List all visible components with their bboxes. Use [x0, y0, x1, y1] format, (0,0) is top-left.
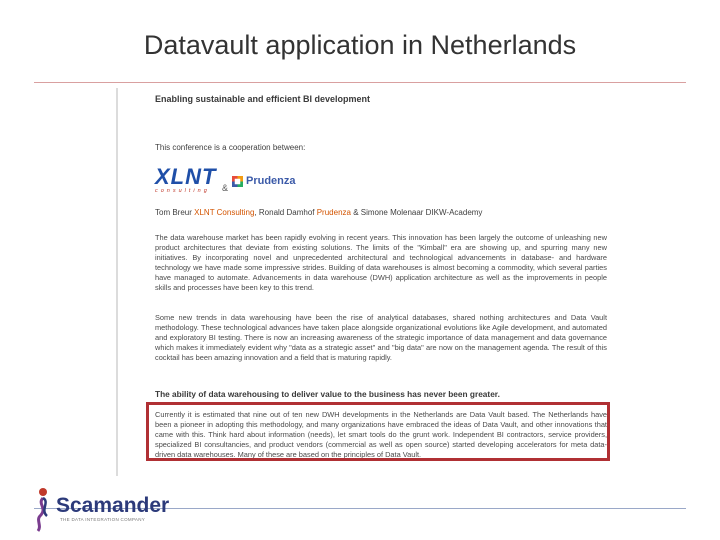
prudenza-mark-icon	[232, 176, 243, 187]
prudenza-logo	[232, 175, 296, 187]
partner-link-xlnt[interactable]: XLNT Consulting	[194, 208, 255, 217]
partners-text-1: Tom Breur	[155, 208, 195, 217]
value-subheading: The ability of data warehousing to deliver value to the business has never been greater.	[155, 389, 500, 399]
xlnt-logo	[155, 166, 215, 194]
document-intro: This conference is a cooperation between:	[155, 143, 306, 152]
slide-title: Datavault application in Netherlands	[143, 30, 577, 60]
logo-ampersand: &	[222, 183, 229, 193]
brand-tagline: THE DATA INTEGRATION COMPANY	[60, 517, 146, 522]
partners-text-3: & Simone Molenaar DIKW-Academy	[350, 208, 483, 217]
paragraph-market-evolution: The data warehouse market has been rapidly evolving in recent years. This innovation has been largely the outcome of unleashing new product architectures that deviate from existing solutions. The limits of the "Kimball" era are showing up, and spurring many new initiatives. By incorporating novel and unprecedented architectural and technological advancements in database- and hardware technology we have made some impressive strides. Building of data warehouses is almost becoming a commodity, which several parties have managed to automate. Advancements in data warehouse (DWH) application architecture as well as the improvements in people skills and processes have been key to this trend.	[155, 233, 607, 292]
partners-line	[155, 208, 482, 217]
paragraph-data-vault-adoption: Currently it is estimated that nine out of ten new DWH developments in the Netherlands are Data Vault based. The Netherlands have been a pioneer in adopting this methodology, and many organizations have embraced the ideas of Data Vault, and other innovations that came with this. Think hard about information (needs), let smart tools do the grunt work. Independent BI contractors, service providers, specialized BI consultancies, and product vendors (commercial as well as open source) started developing accelerators for meta data-driven data warehouses. Many of these are based on the principles of Data Vault.	[155, 410, 607, 459]
partner-link-prudenza[interactable]: Prudenza	[316, 208, 351, 217]
xlnt-logo-word: XLNT	[155, 164, 217, 189]
title-divider	[34, 82, 686, 83]
brand-name: Scamander	[56, 494, 170, 517]
highlight-box	[146, 402, 610, 461]
partners-text-2: , Ronald Damhof	[254, 208, 317, 217]
scamander-logo	[34, 486, 170, 534]
prudenza-logo-word: Prudenza	[246, 175, 296, 187]
document-heading: Enabling sustainable and efficient BI development	[155, 94, 371, 104]
paragraph-new-trends: Some new trends in data warehousing have been the rise of analytical databases, shared nothing architectures and Data Vault methodology. These technological advances have taken place alongside organizational evolutions like Agile development, and automated and exploratory BI testing. There is now an increasing awareness of the strategic importance of data management and data governance which makes it immediately evident why "data as a strategic asset" and "big data" are now on the management agenda. The result of this cocktail has been amazing innovation and a field that is maturing rapidly.	[155, 313, 607, 362]
xlnt-logo-subtitle: consulting	[155, 188, 210, 194]
